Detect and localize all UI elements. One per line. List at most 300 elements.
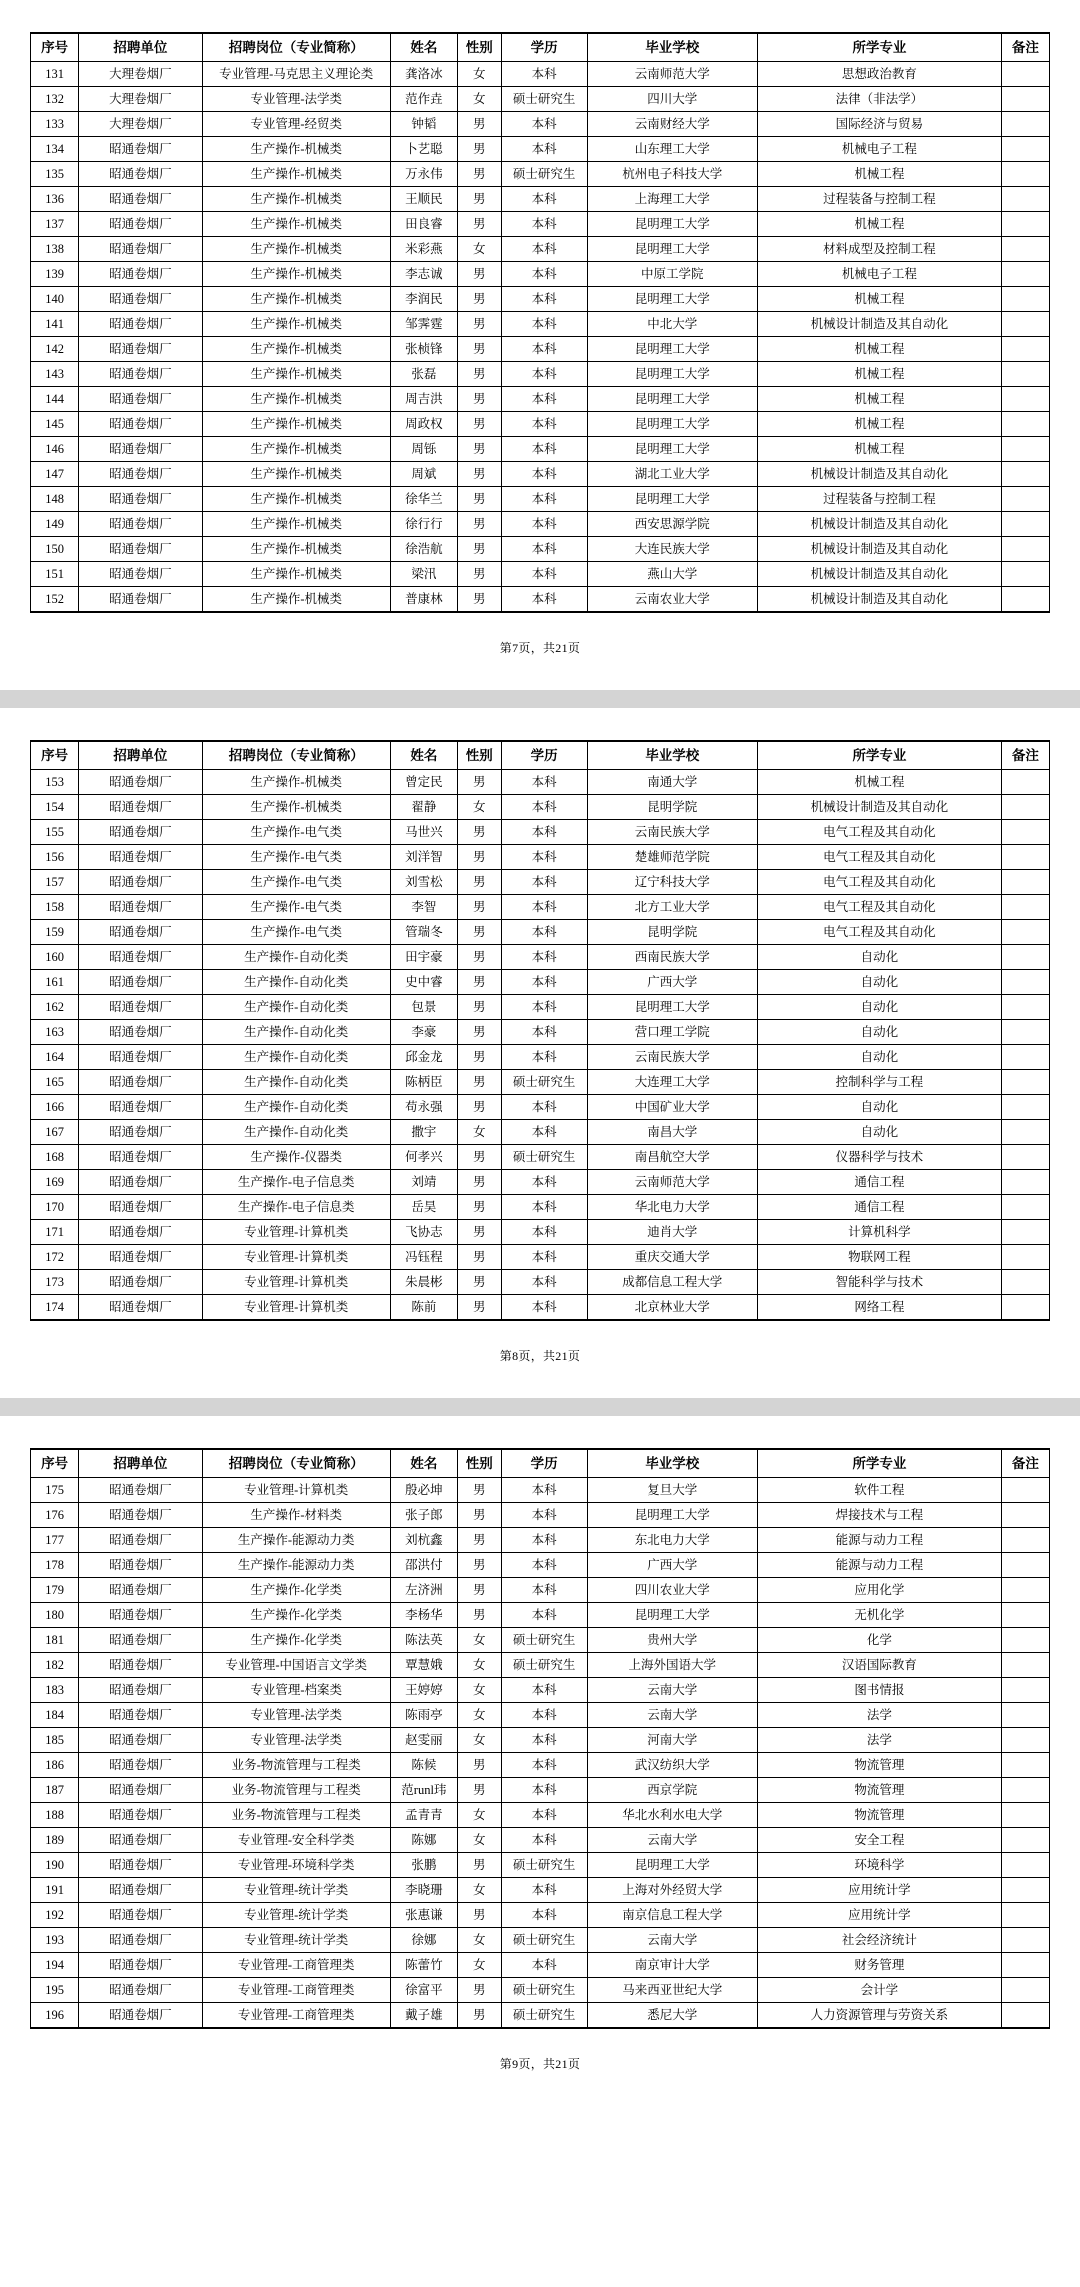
cell-gender: 男 [457,312,501,337]
cell-remark [1001,895,1049,920]
cell-candidate-name: 陈前 [390,1295,457,1321]
cell-graduating-school: 四川大学 [587,87,758,112]
cell-recruiting-position: 专业管理-安全科学类 [202,1828,390,1853]
cell-recruiting-unit: 昭通卷烟厂 [79,412,202,437]
cell-recruiting-position: 生产操作-电气类 [202,920,390,945]
cell-graduating-school: 广西大学 [587,970,758,995]
table-row [31,1245,1050,1270]
cell-candidate-name: 刘洋智 [390,845,457,870]
cell-recruiting-position: 专业管理-计算机类 [202,1245,390,1270]
cell-candidate-name: 李杨华 [390,1603,457,1628]
cell-major: 自动化 [758,945,1002,970]
cell-education-level: 本科 [501,362,587,387]
cell-major: 无机化学 [758,1603,1002,1628]
cell-gender: 女 [457,1678,501,1703]
cell-education-level: 本科 [501,512,587,537]
table-row [31,487,1050,512]
cell-education-level: 本科 [501,1528,587,1553]
cell-education-level: 硕士研究生 [501,1070,587,1095]
cell-candidate-name: 飞协志 [390,1220,457,1245]
cell-major: 物流管理 [758,1803,1002,1828]
cell-remark [1001,1703,1049,1728]
cell-recruiting-position: 生产操作-机械类 [202,512,390,537]
cell-recruiting-position: 生产操作-机械类 [202,262,390,287]
cell-gender: 男 [457,112,501,137]
cell-gender: 男 [457,137,501,162]
cell-gender: 男 [457,1295,501,1321]
cell-remark [1001,162,1049,187]
cell-seq-no: 176 [31,1503,79,1528]
cell-major: 机械电子工程 [758,262,1002,287]
table-row [31,162,1050,187]
cell-recruiting-unit: 大理卷烟厂 [79,62,202,87]
cell-education-level: 本科 [501,970,587,995]
column-header-graduating-school: 毕业学校 [587,1449,758,1478]
cell-seq-no: 194 [31,1953,79,1978]
cell-recruiting-unit: 昭通卷烟厂 [79,1528,202,1553]
cell-recruiting-unit: 昭通卷烟厂 [79,487,202,512]
cell-candidate-name: 范作垚 [390,87,457,112]
cell-remark [1001,362,1049,387]
cell-education-level: 本科 [501,870,587,895]
cell-major: 机械工程 [758,437,1002,462]
cell-major: 机械工程 [758,387,1002,412]
cell-candidate-name: 范runl玮 [390,1778,457,1803]
cell-remark [1001,995,1049,1020]
column-header-education-level: 学历 [501,1449,587,1478]
cell-remark [1001,870,1049,895]
cell-major: 电气工程及其自动化 [758,845,1002,870]
cell-recruiting-unit: 大理卷烟厂 [79,112,202,137]
cell-major: 材料成型及控制工程 [758,237,1002,262]
cell-education-level: 本科 [501,387,587,412]
cell-seq-no: 183 [31,1678,79,1703]
cell-major: 仪器科学与技术 [758,1145,1002,1170]
cell-major: 自动化 [758,1095,1002,1120]
cell-candidate-name: 孟青青 [390,1803,457,1828]
cell-major: 机械工程 [758,162,1002,187]
cell-education-level: 硕士研究生 [501,1928,587,1953]
cell-graduating-school: 云南农业大学 [587,587,758,613]
table-row [31,970,1050,995]
cell-seq-no: 156 [31,845,79,870]
cell-seq-no: 191 [31,1878,79,1903]
cell-seq-no: 151 [31,562,79,587]
cell-major: 国际经济与贸易 [758,112,1002,137]
cell-candidate-name: 冯钰程 [390,1245,457,1270]
cell-candidate-name: 包景 [390,995,457,1020]
column-header-major: 所学专业 [758,1449,1002,1478]
cell-remark [1001,1678,1049,1703]
table-row [31,1828,1050,1853]
cell-recruiting-unit: 昭通卷烟厂 [79,462,202,487]
cell-recruiting-position: 生产操作-机械类 [202,462,390,487]
table-row [31,87,1050,112]
cell-candidate-name: 万永伟 [390,162,457,187]
table-row [31,1478,1050,1503]
page-separator [0,690,1080,708]
cell-candidate-name: 梁汛 [390,562,457,587]
cell-candidate-name: 张桢锋 [390,337,457,362]
cell-candidate-name: 曾定民 [390,770,457,795]
cell-recruiting-position: 专业管理-统计学类 [202,1928,390,1953]
cell-gender: 男 [457,1503,501,1528]
cell-education-level: 本科 [501,187,587,212]
table-row [31,1503,1050,1528]
cell-graduating-school: 云南财经大学 [587,112,758,137]
cell-major: 电气工程及其自动化 [758,920,1002,945]
cell-recruiting-unit: 昭通卷烟厂 [79,1753,202,1778]
cell-recruiting-unit: 昭通卷烟厂 [79,970,202,995]
table-row [31,2003,1050,2029]
cell-graduating-school: 迪肖大学 [587,1220,758,1245]
cell-gender: 女 [457,1653,501,1678]
cell-recruiting-position: 生产操作-自动化类 [202,1120,390,1145]
cell-major: 机械工程 [758,337,1002,362]
table-row [31,1170,1050,1195]
cell-candidate-name: 陈候 [390,1753,457,1778]
cell-graduating-school: 昆明理工大学 [587,437,758,462]
cell-graduating-school: 昆明理工大学 [587,1603,758,1628]
cell-recruiting-position: 业务-物流管理与工程类 [202,1803,390,1828]
cell-gender: 女 [457,87,501,112]
table-header [31,741,1050,770]
cell-gender: 男 [457,387,501,412]
cell-gender: 男 [457,1170,501,1195]
cell-gender: 男 [457,1753,501,1778]
cell-education-level: 本科 [501,1828,587,1853]
cell-candidate-name: 周铄 [390,437,457,462]
cell-gender: 男 [457,845,501,870]
table-row [31,945,1050,970]
cell-seq-no: 173 [31,1270,79,1295]
cell-seq-no: 192 [31,1903,79,1928]
cell-recruiting-position: 生产操作-机械类 [202,487,390,512]
cell-major: 应用化学 [758,1578,1002,1603]
cell-gender: 女 [457,1703,501,1728]
table-body [31,62,1050,613]
cell-seq-no: 190 [31,1853,79,1878]
table-row [31,1803,1050,1828]
cell-candidate-name: 李晓珊 [390,1878,457,1903]
cell-gender: 男 [457,1578,501,1603]
cell-education-level: 本科 [501,1553,587,1578]
table-row [31,1070,1050,1095]
cell-candidate-name: 陈雨亭 [390,1703,457,1728]
cell-remark [1001,1503,1049,1528]
cell-major: 机械工程 [758,412,1002,437]
cell-recruiting-position: 生产操作-机械类 [202,237,390,262]
cell-recruiting-unit: 昭通卷烟厂 [79,1070,202,1095]
cell-major: 机械工程 [758,362,1002,387]
table-body [31,1478,1050,2029]
cell-recruiting-position: 生产操作-自动化类 [202,1095,390,1120]
table-row [31,1095,1050,1120]
cell-graduating-school: 云南师范大学 [587,1170,758,1195]
cell-seq-no: 133 [31,112,79,137]
cell-graduating-school: 南昌大学 [587,1120,758,1145]
cell-recruiting-unit: 昭通卷烟厂 [79,770,202,795]
cell-remark [1001,1603,1049,1628]
cell-gender: 女 [457,1728,501,1753]
cell-remark [1001,1878,1049,1903]
cell-education-level: 硕士研究生 [501,2003,587,2029]
cell-gender: 男 [457,187,501,212]
cell-major: 思想政治教育 [758,62,1002,87]
cell-major: 物流管理 [758,1753,1002,1778]
cell-recruiting-position: 生产操作-仪器类 [202,1145,390,1170]
cell-graduating-school: 昆明理工大学 [587,287,758,312]
cell-gender: 男 [457,920,501,945]
table-row [31,1195,1050,1220]
cell-education-level: 本科 [501,1803,587,1828]
cell-gender: 男 [457,1853,501,1878]
table-row [31,870,1050,895]
cell-gender: 男 [457,1195,501,1220]
table-row [31,770,1050,795]
cell-major: 自动化 [758,970,1002,995]
cell-recruiting-position: 生产操作-机械类 [202,162,390,187]
cell-recruiting-position: 专业管理-环境科学类 [202,1853,390,1878]
cell-gender: 女 [457,237,501,262]
cell-major: 机械设计制造及其自动化 [758,795,1002,820]
cell-graduating-school: 昆明理工大学 [587,212,758,237]
cell-recruiting-unit: 昭通卷烟厂 [79,1778,202,1803]
cell-remark [1001,237,1049,262]
cell-education-level: 本科 [501,562,587,587]
cell-candidate-name: 翟静 [390,795,457,820]
cell-major: 机械设计制造及其自动化 [758,512,1002,537]
cell-education-level: 本科 [501,1295,587,1321]
cell-candidate-name: 邵洪付 [390,1553,457,1578]
cell-graduating-school: 昆明理工大学 [587,995,758,1020]
column-header-seq-no: 序号 [31,1449,79,1478]
cell-remark [1001,795,1049,820]
cell-recruiting-unit: 昭通卷烟厂 [79,1853,202,1878]
table-row [31,1903,1050,1928]
table-row [31,262,1050,287]
cell-gender: 男 [457,487,501,512]
cell-recruiting-unit: 昭通卷烟厂 [79,562,202,587]
cell-education-level: 本科 [501,537,587,562]
cell-education-level: 本科 [501,212,587,237]
document-page [0,708,1080,1398]
page-top-spacer [30,18,1050,32]
cell-recruiting-unit: 昭通卷烟厂 [79,187,202,212]
cell-major: 财务管理 [758,1953,1002,1978]
cell-seq-no: 164 [31,1045,79,1070]
cell-recruiting-position: 专业管理-马克思主义理论类 [202,62,390,87]
cell-recruiting-position: 生产操作-化学类 [202,1603,390,1628]
table-row [31,1778,1050,1803]
cell-seq-no: 170 [31,1195,79,1220]
cell-seq-no: 159 [31,920,79,945]
cell-major: 通信工程 [758,1170,1002,1195]
cell-gender: 男 [457,995,501,1020]
cell-graduating-school: 辽宁科技大学 [587,870,758,895]
cell-seq-no: 171 [31,1220,79,1245]
cell-gender: 男 [457,1045,501,1070]
table-row [31,1045,1050,1070]
cell-seq-no: 157 [31,870,79,895]
column-header-graduating-school: 毕业学校 [587,33,758,62]
cell-recruiting-unit: 昭通卷烟厂 [79,1803,202,1828]
cell-major: 社会经济统计 [758,1928,1002,1953]
cell-gender: 男 [457,895,501,920]
cell-education-level: 硕士研究生 [501,87,587,112]
cell-remark [1001,1045,1049,1070]
column-header-remark: 备注 [1001,33,1049,62]
cell-seq-no: 163 [31,1020,79,1045]
cell-major: 化学 [758,1628,1002,1653]
cell-recruiting-unit: 昭通卷烟厂 [79,1503,202,1528]
table-row [31,387,1050,412]
cell-recruiting-position: 生产操作-自动化类 [202,945,390,970]
cell-remark [1001,337,1049,362]
cell-gender: 男 [457,2003,501,2029]
cell-education-level: 本科 [501,1578,587,1603]
cell-seq-no: 150 [31,537,79,562]
column-header-seq-no: 序号 [31,33,79,62]
page-bottom-spacer [30,662,1050,680]
cell-candidate-name: 覃慧娥 [390,1653,457,1678]
cell-graduating-school: 东北电力大学 [587,1528,758,1553]
cell-major: 焊接技术与工程 [758,1503,1002,1528]
table-row [31,1953,1050,1978]
cell-graduating-school: 南京信息工程大学 [587,1903,758,1928]
column-header-education-level: 学历 [501,741,587,770]
cell-recruiting-position: 专业管理-计算机类 [202,1295,390,1321]
cell-education-level: 本科 [501,770,587,795]
cell-major: 人力资源管理与劳资关系 [758,2003,1002,2029]
cell-recruiting-unit: 昭通卷烟厂 [79,1928,202,1953]
table-header-row [31,1449,1050,1478]
cell-recruiting-position: 生产操作-机械类 [202,587,390,613]
table-row [31,287,1050,312]
column-header-candidate-name: 姓名 [390,1449,457,1478]
cell-recruiting-unit: 昭通卷烟厂 [79,312,202,337]
cell-seq-no: 146 [31,437,79,462]
cell-graduating-school: 武汉纺织大学 [587,1753,758,1778]
cell-education-level: 本科 [501,1220,587,1245]
cell-seq-no: 154 [31,795,79,820]
cell-seq-no: 187 [31,1778,79,1803]
cell-recruiting-position: 专业管理-法学类 [202,1703,390,1728]
cell-gender: 男 [457,1978,501,2003]
cell-gender: 男 [457,1270,501,1295]
cell-major: 自动化 [758,995,1002,1020]
table-row [31,412,1050,437]
cell-recruiting-position: 生产操作-材料类 [202,1503,390,1528]
cell-seq-no: 167 [31,1120,79,1145]
column-header-recruiting-unit: 招聘单位 [79,1449,202,1478]
cell-major: 应用统计学 [758,1903,1002,1928]
cell-graduating-school: 大连理工大学 [587,1070,758,1095]
column-header-remark: 备注 [1001,1449,1049,1478]
table-row [31,1753,1050,1778]
cell-education-level: 本科 [501,1170,587,1195]
cell-graduating-school: 燕山大学 [587,562,758,587]
cell-remark [1001,262,1049,287]
cell-graduating-school: 重庆交通大学 [587,1245,758,1270]
cell-candidate-name: 邹霁霆 [390,312,457,337]
cell-candidate-name: 陈柄臣 [390,1070,457,1095]
table-row [31,1928,1050,1953]
cell-education-level: 本科 [501,1878,587,1903]
cell-candidate-name: 王婷婷 [390,1678,457,1703]
cell-remark [1001,487,1049,512]
cell-recruiting-unit: 昭通卷烟厂 [79,1653,202,1678]
cell-remark [1001,945,1049,970]
cell-graduating-school: 中北大学 [587,312,758,337]
cell-graduating-school: 马来西亚世纪大学 [587,1978,758,2003]
cell-major: 环境科学 [758,1853,1002,1878]
cell-education-level: 硕士研究生 [501,1978,587,2003]
cell-education-level: 本科 [501,1045,587,1070]
cell-candidate-name: 岳昊 [390,1195,457,1220]
candidate-table [30,32,1050,613]
cell-seq-no: 193 [31,1928,79,1953]
table-row [31,845,1050,870]
cell-recruiting-position: 生产操作-自动化类 [202,1020,390,1045]
cell-gender: 男 [457,212,501,237]
cell-candidate-name: 张磊 [390,362,457,387]
cell-seq-no: 175 [31,1478,79,1503]
cell-recruiting-position: 生产操作-机械类 [202,212,390,237]
cell-seq-no: 195 [31,1978,79,2003]
cell-gender: 男 [457,162,501,187]
cell-candidate-name: 徐华兰 [390,487,457,512]
cell-seq-no: 184 [31,1703,79,1728]
cell-remark [1001,437,1049,462]
cell-graduating-school: 昆明学院 [587,795,758,820]
cell-education-level: 本科 [501,62,587,87]
cell-remark [1001,87,1049,112]
cell-remark [1001,1170,1049,1195]
cell-recruiting-position: 生产操作-电气类 [202,870,390,895]
cell-education-level: 本科 [501,437,587,462]
cell-remark [1001,62,1049,87]
column-header-recruiting-position: 招聘岗位（专业简称） [202,1449,390,1478]
cell-recruiting-unit: 昭通卷烟厂 [79,820,202,845]
cell-graduating-school: 南昌航空大学 [587,1145,758,1170]
cell-recruiting-position: 专业管理-中国语言文学类 [202,1653,390,1678]
cell-recruiting-unit: 昭通卷烟厂 [79,512,202,537]
cell-education-level: 本科 [501,412,587,437]
cell-remark [1001,1120,1049,1145]
cell-education-level: 本科 [501,1728,587,1753]
cell-seq-no: 179 [31,1578,79,1603]
cell-candidate-name: 徐娜 [390,1928,457,1953]
cell-remark [1001,137,1049,162]
cell-candidate-name: 戴子雄 [390,2003,457,2029]
cell-candidate-name: 普康林 [390,587,457,613]
cell-recruiting-unit: 昭通卷烟厂 [79,537,202,562]
cell-education-level: 本科 [501,795,587,820]
cell-candidate-name: 苟永强 [390,1095,457,1120]
table-row [31,1270,1050,1295]
cell-candidate-name: 刘雪松 [390,870,457,895]
table-row [31,1578,1050,1603]
cell-remark [1001,312,1049,337]
cell-recruiting-position: 生产操作-机械类 [202,362,390,387]
cell-remark [1001,1220,1049,1245]
cell-recruiting-position: 生产操作-机械类 [202,337,390,362]
cell-seq-no: 135 [31,162,79,187]
cell-graduating-school: 西安思源学院 [587,512,758,537]
table-row [31,1653,1050,1678]
cell-gender: 男 [457,262,501,287]
